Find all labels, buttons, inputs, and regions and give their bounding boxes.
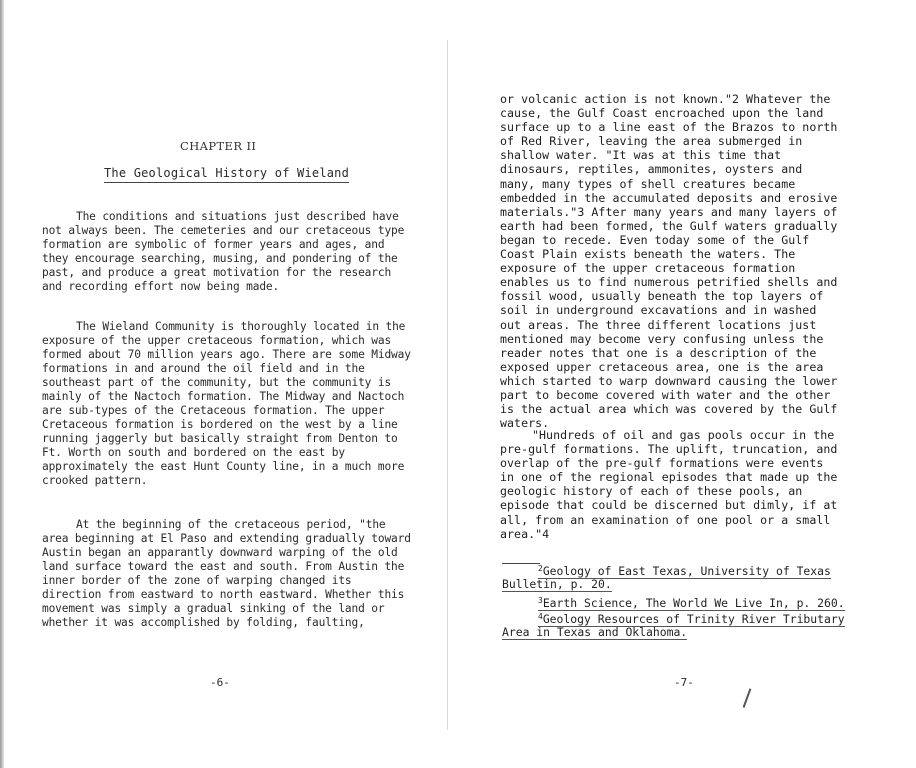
footnote-3 bbox=[538, 594, 845, 611]
right-page bbox=[492, 0, 892, 768]
chapter-heading: CHAPTER II bbox=[180, 139, 257, 153]
footnote-marker: 2 bbox=[538, 564, 543, 573]
paragraph: "Hundreds of oil and gas pools occur in the pre-gulf formations. The uplift, truncation, and overlap of the pre-gulf formations were events in one of the regional episodes that made up the geologic history of each of these pools, an episode that could be discerned but dimly, if at all, from an examination of one pool or a small area."4 bbox=[500, 428, 838, 541]
paragraph: The Wieland Community is thoroughly located in the exposure of the upper cretaceous formation, which was formed about 70 million years ago. There are some Midway formations in and around the oil field and in the southeast part of the community, but the community is mainly of the Nactoch formation. The Midway and Nactoch are sub-types of the Cretaceous formation. The upper Cretaceous formation is bordered on the west by a line running jaggerly but basically straight from Denton to Ft. Worth on south and bordered on the east by approximately the east Hunt County line, in a much more crooked pattern. bbox=[42, 320, 411, 487]
footnote-4-continued: Area in Texas and Oklahoma. bbox=[502, 625, 688, 639]
chapter-title: The Geological History of Wieland bbox=[104, 166, 349, 183]
footnote-marker: 3 bbox=[538, 596, 543, 605]
footnote-marker: 4 bbox=[538, 612, 543, 621]
paragraph: The conditions and situations just described have not always been. The cemeteries and our cretaceous type formation are symbolic of former years and ages, and they encourage searching, musing, and pondering of the past, and produce a great motivation for the research and recording effort now being made. bbox=[42, 210, 405, 293]
footnote-divider bbox=[502, 563, 540, 564]
footnote-text: Geology of East Texas, University of Texas bbox=[542, 564, 831, 578]
paragraph: At the beginning of the cretaceous period, "the area beginning at El Paso and extending gradually toward Austin began an apparantly downward warping of the old land surface toward the east and south. From Austin the inner border of the zone of warping changed its direction from eastward to north eastward. Whether this movement was simply a gradual sinking of the land or whether it was accomplished by folding, faulting, bbox=[42, 518, 411, 629]
page-gutter bbox=[447, 40, 448, 730]
paragraph: or volcanic action is not known."2 Whatever the cause, the Gulf Coast encroached upon the land surface up to a line east of the Brazos to north of Red River, leaving the area submerged in shallow water. "It was at this time that dinosaurs, reptiles, ammonites, oysters and many, many types of shell creatures became embedded in the accumulated deposits and erosive materials."3 After many years and many layers of earth had been formed, the Gulf waters gradually began to recede. Even today some of the Gulf Coast Plain exists beneath the waters. The exposure of the upper cretaceous formation enables us to find numerous petrified shells and fossil wood, usually beneath the top layers of soil in underground excavations and in washed out areas. The three different locations just mentioned may become very confusing unless the reader notes that one is a description of the exposed upper cretaceous area, one is the area which started to warp downward causing the lower part to become covered with water and the other is the actual area which was covered by the Gulf waters. bbox=[500, 92, 838, 431]
footnote-2-continued: Bulletin, p. 20. bbox=[502, 577, 612, 591]
scan-edge bbox=[0, 0, 4, 768]
footnote-text: Geology Resources of Trinity River Tributary bbox=[542, 612, 845, 626]
left-page bbox=[30, 0, 410, 768]
page-number: -6- bbox=[210, 676, 230, 689]
footnote-text: Earth Science, The World We Live In, p. 260. bbox=[542, 596, 845, 610]
page-number: -7- bbox=[674, 676, 694, 689]
